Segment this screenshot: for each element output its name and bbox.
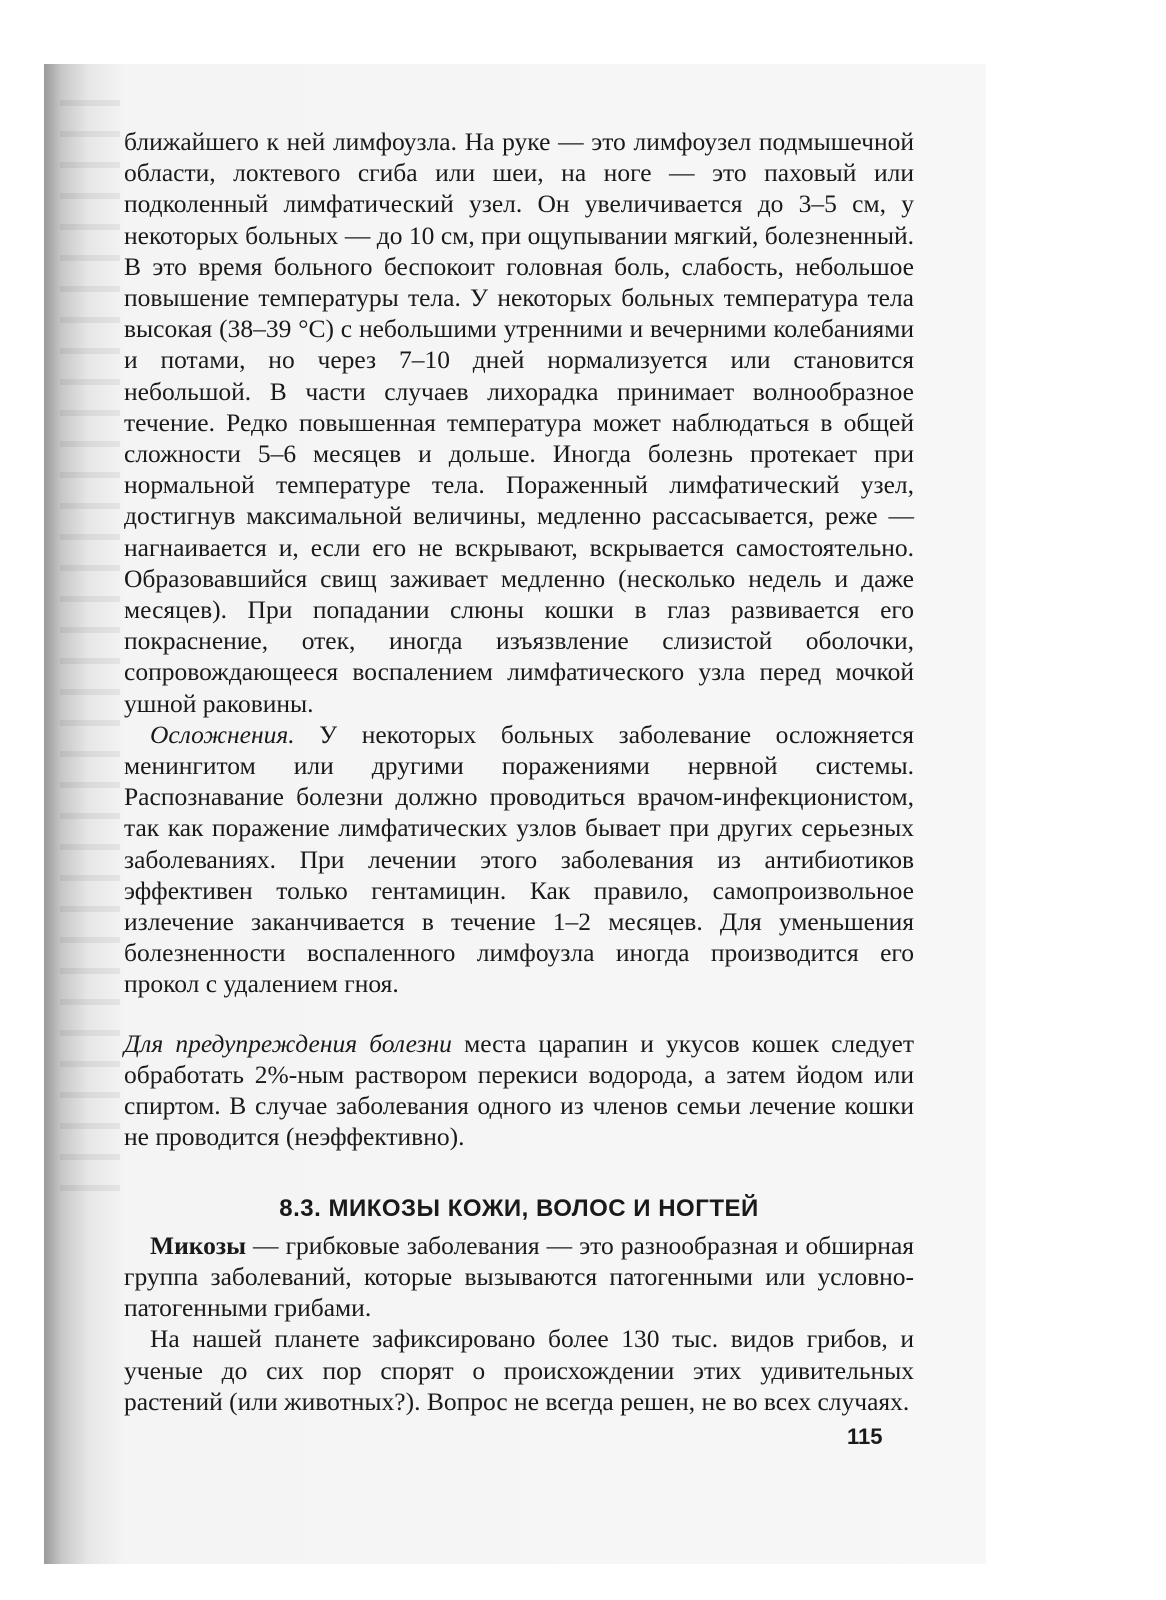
page-number: 115	[847, 1424, 883, 1449]
paragraph-complications	[124, 719, 914, 1000]
page-text	[124, 126, 914, 1417]
complications-lead: Осложнения.	[150, 719, 295, 749]
paragraph-mycoses	[124, 1230, 914, 1324]
prevention-lead: Для предупреждения болезни	[124, 1028, 452, 1058]
paragraph-text: места царапин и укусов кошек следует обработать 2%-ным раствором перекиси водорода, а затем йодом или спиртом. В случае заболевания одного из членов семьи лечение кошки не проводится (неэффективно).	[124, 1028, 914, 1152]
mycoses-term: Микозы	[150, 1230, 247, 1260]
paragraph-prevention	[124, 1028, 914, 1153]
paragraph-text: На нашей планете зафиксировано более 130 тыс. видов грибов, и ученые до сих пор спорят о происхождении этих удивительных растений (или животных?). Вопрос не всегда решен, не во всех случаях.	[124, 1324, 914, 1416]
paragraph-text: — грибковые заболевания — это разнообразная и обширная группа заболеваний, которые вызываются патогенными или условно-патогенными грибами.	[124, 1230, 914, 1323]
paragraph-text: У некоторых больных заболевание осложняется менингитом или другими поражениями нервной системы. Распознавание болезни должно проводиться врачом-инфекционистом, так как поражение лимфатических узлов бывает при других серьезных заболеваниях. При лечении этого заболевания из антибиотиков эффективен только гентамицин. Как правило, самопроизвольное излечение заканчивается в течение 1–2 месяцев. Для уменьшения болезненности воспаленного лимфоузла иногда производится его прокол с удалением гноя.	[124, 719, 914, 999]
paragraph-fungi	[124, 1323, 914, 1417]
paragraph-lymph-node	[124, 126, 914, 719]
show-through-shadow	[60, 100, 120, 1200]
paragraph-text: ближайшего к ней лимфоузла. На руке — это лимфоузел подмышечной области, локтевого сгиба или шеи, на ноге — это паховый или подколенный лимфатический узел. Он увеличивается до 3–5 см, у некоторых больных — до 10 см, при ощупывании мягкий, болезненный. В это время больного беспокоит головная боль, слабость, небольшое повышение температуры тела. У некоторых больных температура тела высокая (38–39 °С) с небольшими утренними и вечерними колебаниями и потами, но через 7–10 дней нормализуется или становится небольшой. В части случаев лихорадка принимает волнообразное течение. Редко повышенная температура может наблюдаться в общей сложности 5–6 месяцев и дольше. Иногда болезнь протекает при нормальной температуре тела. Пораженный лимфатический узел, достигнув максимальной величины, медленно рассасывается, реже — нагнаивается и, если его не вскрывают, вскрывается самостоятельно. Образовавшийся свищ заживает медленно (несколько недель и даже месяцев). При попадании слюны кошки в глаз развивается его покраснение, отек, иногда изъязвление слизистой оболочки, сопровождающееся воспалением лимфатического узла перед мочкой ушной раковины.	[124, 127, 914, 718]
section-heading: 8.3. МИКОЗЫ КОЖИ, ВОЛОС И НОГТЕЙ	[279, 1194, 759, 1222]
